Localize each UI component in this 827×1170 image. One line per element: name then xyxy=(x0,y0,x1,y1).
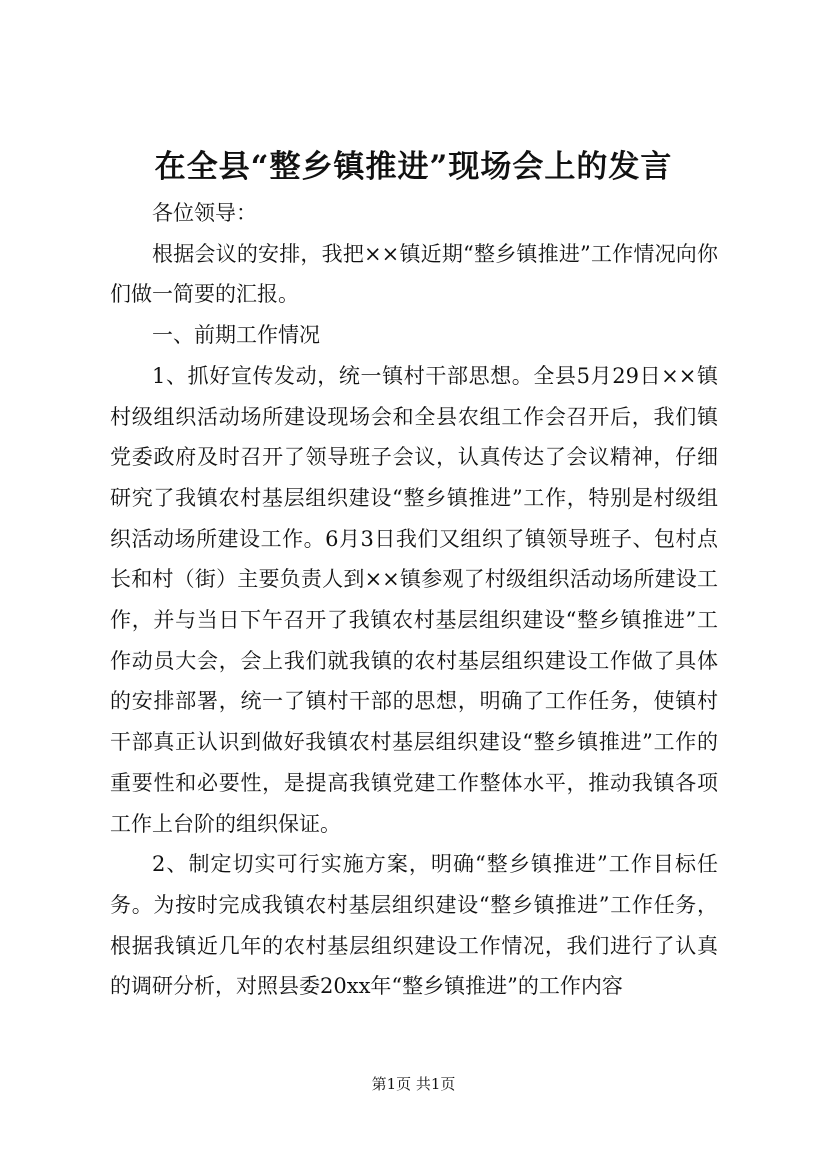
document-body xyxy=(110,193,718,1007)
paragraph-1: 1、抓好宣传发动，统一镇村干部思想。全县5月29日××镇村级组织活动场所建设现场会和全县农组工作会召开后，我们镇党委政府及时召开了领导班子会议，认真传达了会议精神，仔细研究了我镇农村基层组织建设“整乡镇推进”工作，特别是村级组织活动场所建设工作。6月3日我们又组织了镇领导班子、包村点长和村（街）主要负责人到××镇参观了村级组织活动场所建设工作，并与当日下午召开了我镇农村基层组织建设“整乡镇推进”工作动员大会，会上我们就我镇的农村基层组织建设工作做了具体的安排部署，统一了镇村干部的思想，明确了工作任务，使镇村干部真正认识到做好我镇农村基层组织建设“整乡镇推进”工作的重要性和必要性，是提高我镇党建工作整体水平，推动我镇各项工作上台阶的组织保证。 xyxy=(110,363,718,836)
salutation: 各位领导： xyxy=(152,201,257,225)
document-title: 在全县“整乡镇推进”现场会上的发言 xyxy=(154,149,673,185)
paragraph-intro: 根据会议的安排，我把××镇近期“整乡镇推进”工作情况向你们做一简要的汇报。 xyxy=(110,241,718,307)
paragraph-2: 2、制定切实可行实施方案，明确“整乡镇推进”工作目标任务。为按时完成我镇农村基层组织建设“整乡镇推进”工作任务，根据我镇近几年的农村基层组织建设工作情况，我们进行了认真的调研分析，对照县委20xx年“整乡镇推进”的工作内容 xyxy=(110,852,718,999)
section-heading: 一、前期工作情况 xyxy=(152,323,320,348)
page-footer: 第1页 共1页 xyxy=(371,1075,456,1093)
